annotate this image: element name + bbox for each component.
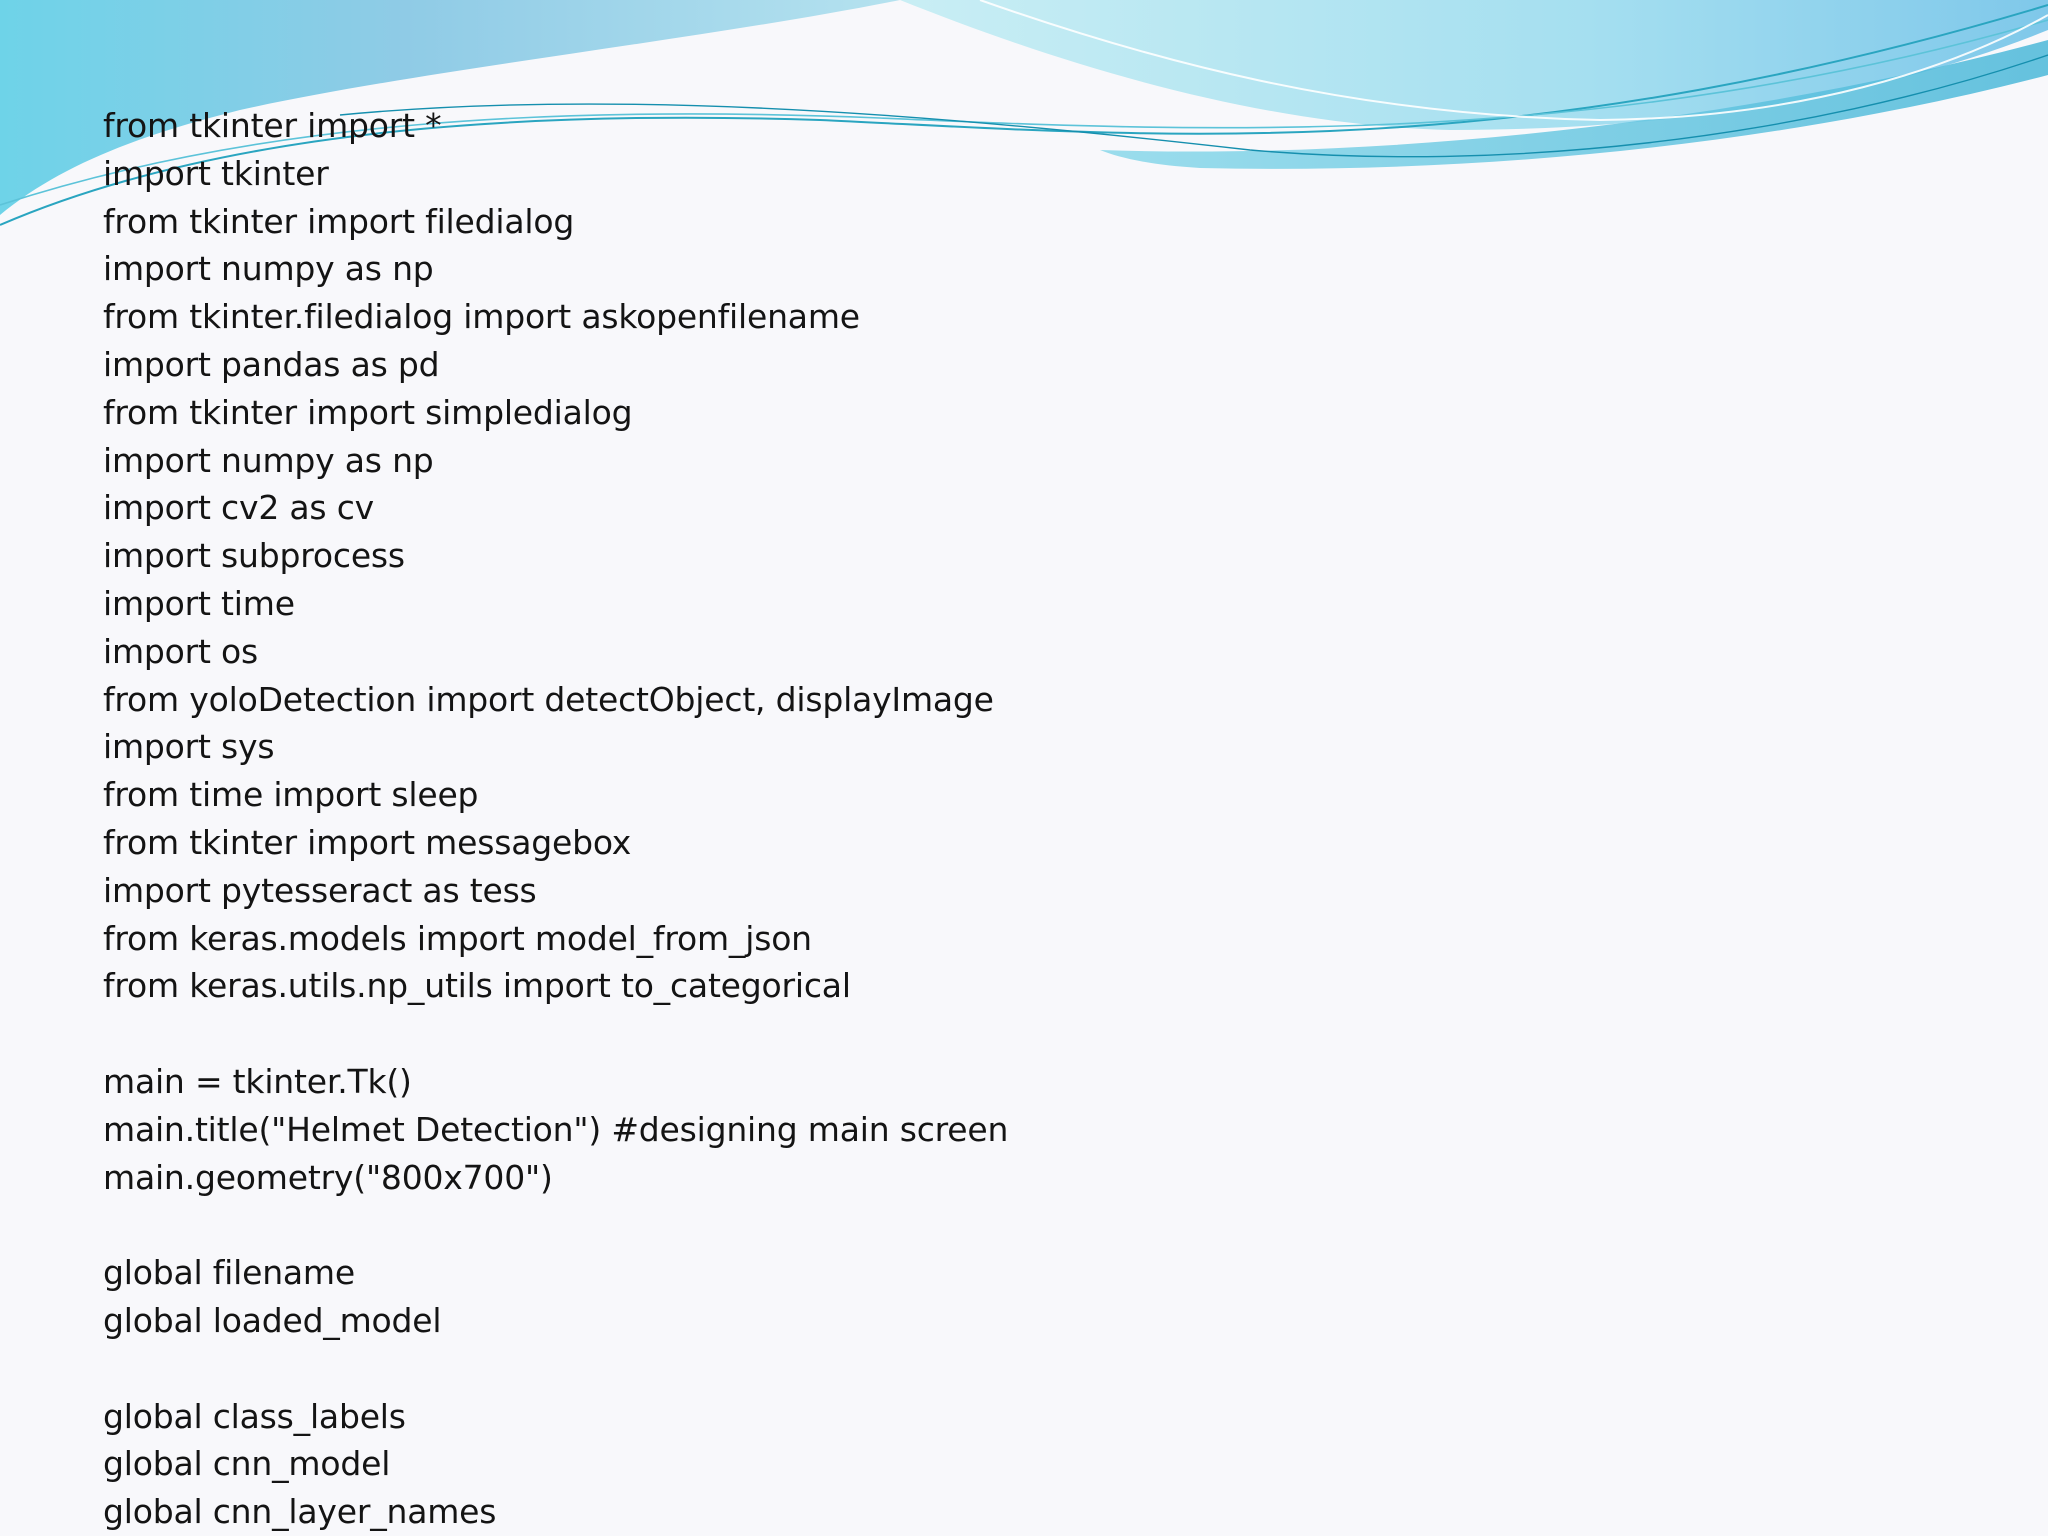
code-line: global loaded_model xyxy=(103,1300,442,1340)
code-line: import cv2 as cv xyxy=(103,488,374,528)
code-line: from yoloDetection import detectObject, displayImage xyxy=(103,679,994,719)
code-line: import pandas as pd xyxy=(103,344,440,384)
code-line: from tkinter import messagebox xyxy=(103,822,632,862)
code-line: main = tkinter.Tk() xyxy=(103,1061,412,1101)
code-line: global filename xyxy=(103,1253,355,1293)
blank-line xyxy=(103,1010,1903,1058)
code-line: import numpy as np xyxy=(103,249,434,289)
code-line: from tkinter import * xyxy=(103,106,442,145)
code-line: from tkinter import filedialog xyxy=(103,201,575,241)
blank-line xyxy=(103,1345,1903,1393)
code-line: global class_labels xyxy=(103,1396,406,1436)
code-line: import sys xyxy=(103,727,275,767)
code-listing xyxy=(103,102,1903,1536)
code-line: global cnn_layer_names xyxy=(103,1492,497,1532)
code-line: import os xyxy=(103,631,259,671)
code-line: main.geometry("800x700") xyxy=(103,1157,553,1197)
code-line: import subprocess xyxy=(103,536,405,576)
code-line: import pytesseract as tess xyxy=(103,870,537,910)
code-line: from keras.models import model_from_json xyxy=(103,918,812,958)
code-line: import tkinter xyxy=(103,153,329,193)
code-line: from tkinter import simpledialog xyxy=(103,392,633,432)
code-line: import time xyxy=(103,583,295,623)
code-line: from tkinter.filedialog import askopenfilename xyxy=(103,297,860,337)
code-line: from time import sleep xyxy=(103,775,479,815)
code-line: global cnn_model xyxy=(103,1444,391,1484)
blank-line xyxy=(103,1201,1903,1249)
code-line: import numpy as np xyxy=(103,440,434,480)
code-line: main.title("Helmet Detection") #designing main screen xyxy=(103,1109,1009,1149)
code-line: from keras.utils.np_utils import to_categorical xyxy=(103,966,851,1006)
